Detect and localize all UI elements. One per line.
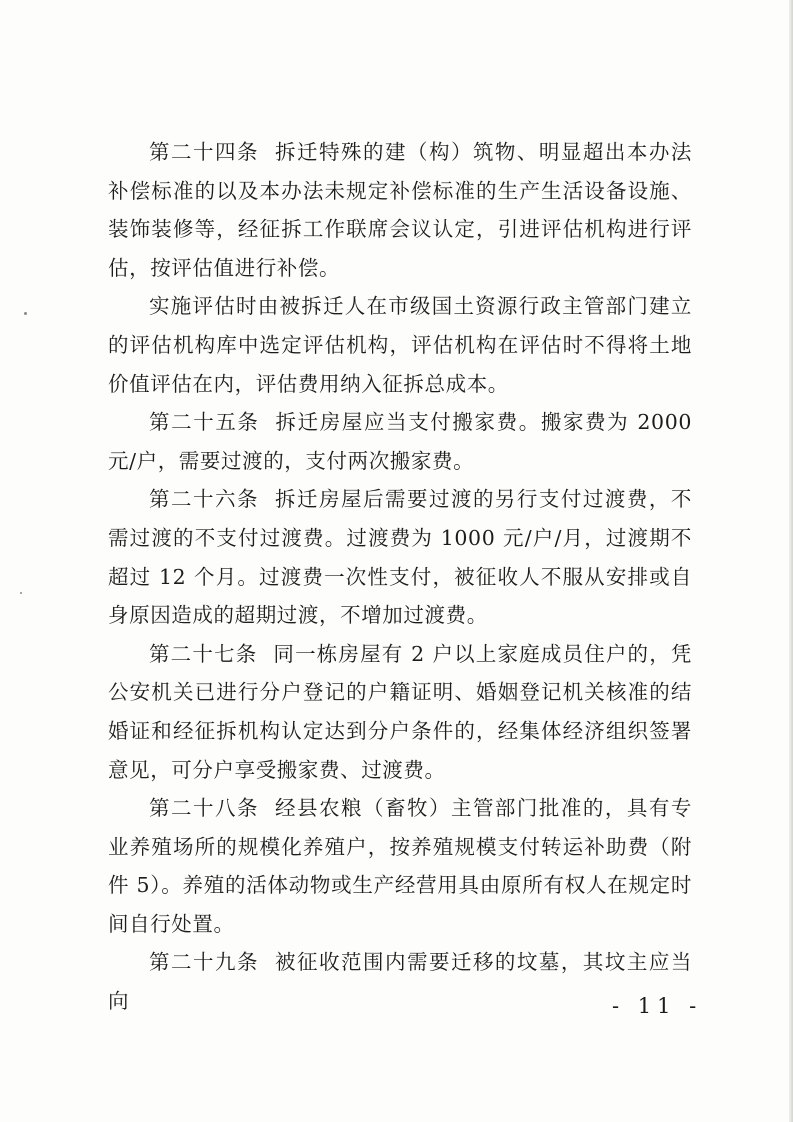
article-text: 拆迁特殊的建（构）筑物、明显超出本办法补偿标准的以及本办法未规定补偿标准的生产生活设备设施、装饰装修等，经征拆工作联席会议认定，引进评估机构进行评估，按评估值进行补偿。 — [108, 140, 692, 280]
page-number: - 11 - — [612, 994, 703, 1018]
article-text: 经县农粮（畜牧）主管部门批准的，具有专业养殖场所的规模化养殖户，按养殖规模支付转运补助费（附件 5）。养殖的活体动物或生产经营用具由原所有权人在规定时间自行处置。 — [108, 796, 692, 936]
article-25 — [108, 403, 692, 480]
article-number: 第二十七条 — [149, 641, 258, 666]
document-body — [108, 133, 692, 1021]
article-number: 第二十四条 — [149, 140, 259, 164]
paragraph-text: 实施评估时由被拆迁人在市级国土资源行政主管部门建立的评估机构库中选定评估机构，评估机构在评估时不得将土地价值评估在内，评估费用纳入征拆总成本。 — [108, 294, 692, 396]
article-number: 第二十九条 — [149, 950, 259, 975]
article-text: 拆迁房屋后需要过渡的另行支付过渡费，不需过渡的不支付过渡费。过渡费为 1000 元/户/月，过渡期不超过 12 个月。过渡费一次性支付，被征收人不服从安排或自身原因造成的超期过渡，不增加过渡费。 — [108, 487, 692, 628]
article-27 — [108, 635, 692, 789]
paragraph-evaluation — [108, 287, 692, 403]
scan-speck — [24, 312, 27, 315]
article-text: 拆迁房屋应当支付搬家费。搬家费为 2000 元/户，需要过渡的，支付两次搬家费。 — [108, 410, 692, 473]
article-text: 被征收范围内需要迁移的坟墓，其坟主应当向 — [108, 950, 692, 1014]
page-edge — [789, 0, 793, 1122]
article-text: 同一栋房屋有 2 户以上家庭成员住户的，凭公安机关已进行分户登记的户籍证明、婚姻登记机关核准的结婚证和经征拆机构认定达到分户条件的，经集体经济组织签署意见，可分户享受搬家费、过渡费。 — [108, 641, 692, 782]
scan-speck — [20, 592, 22, 594]
article-24 — [108, 133, 692, 287]
article-number: 第二十六条 — [149, 487, 259, 512]
article-number: 第二十八条 — [149, 796, 259, 821]
article-28 — [108, 789, 692, 943]
article-29 — [108, 943, 692, 1020]
article-number: 第二十五条 — [149, 410, 260, 435]
article-26 — [108, 480, 692, 634]
